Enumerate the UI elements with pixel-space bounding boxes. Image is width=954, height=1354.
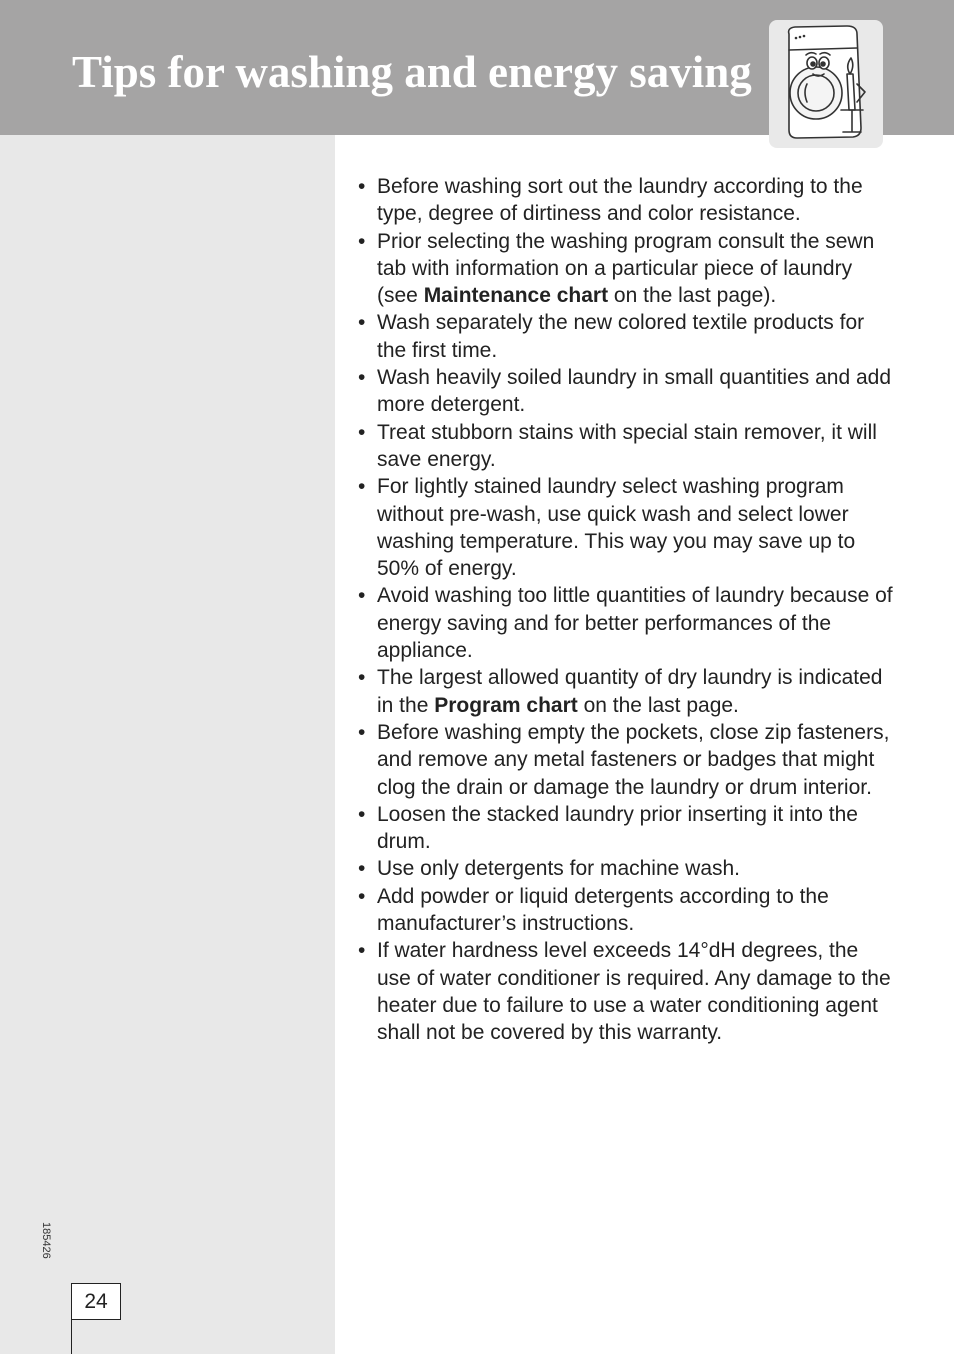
list-item: • Wash separately the new colored textile products for the first time.: [357, 309, 897, 364]
list-item: • Loosen the stacked laundry prior inserting it into the drum.: [357, 801, 897, 856]
list-item: • Wash heavily soiled laundry in small quantities and add more detergent.: [357, 364, 897, 419]
list-item-text: on the last page.: [577, 693, 739, 717]
list-item: • Add powder or liquid detergents according to the manufacturer’s instructions.: [357, 883, 897, 938]
list-item: • Before washing sort out the laundry according to the type, degree of dirtiness and color resistance.: [357, 173, 897, 228]
list-item-text: Prior selecting the washing program consult the sewn tab with information on a particular piece of laundry (see: [377, 229, 875, 308]
page-number-rule: [71, 1320, 72, 1354]
list-item-text: The largest allowed quantity of dry laundry is indicated in the: [377, 666, 883, 717]
list-item: • For lightly stained laundry select washing program without pre-wash, use quick wash and select lower washing temperature. This way you may save up to 50% of energy.: [357, 473, 897, 582]
list-item: • Avoid washing too little quantities of laundry because of energy saving and for better performances of the appliance.: [357, 582, 897, 664]
tips-list: [357, 173, 897, 1047]
page-number: 24: [84, 1290, 108, 1313]
list-item: • Before washing empty the pockets, close zip fasteners, and remove any metal fasteners or badges that might clog the drain or damage the laundry or drum interior.: [357, 719, 897, 801]
list-item: • Use only detergents for machine wash.: [357, 855, 897, 882]
document-code-text: 185426: [40, 1222, 52, 1259]
list-item-text: on the last page).: [608, 284, 777, 308]
page-title: Tips for washing and energy saving: [72, 47, 752, 97]
left-margin-panel: [0, 135, 335, 1354]
washing-machine-mascot-icon: [769, 20, 883, 148]
document-code: [40, 1222, 62, 1262]
list-item: • If water hardness level exceeds 14°dH degrees, the use of water conditioner is required. Any damage to the heater due to failure to use a water conditioning agent shall not be covered by this warranty.: [357, 937, 897, 1046]
list-item: [357, 664, 897, 719]
list-item: [357, 228, 897, 310]
header-bar: [0, 0, 954, 135]
page-number-box: [71, 1283, 121, 1320]
maintenance-chart-reference: Maintenance chart: [423, 284, 609, 308]
list-item: • Treat stubborn stains with special stain remover, it will save energy.: [357, 419, 897, 474]
program-chart-reference: Program chart: [434, 693, 578, 717]
